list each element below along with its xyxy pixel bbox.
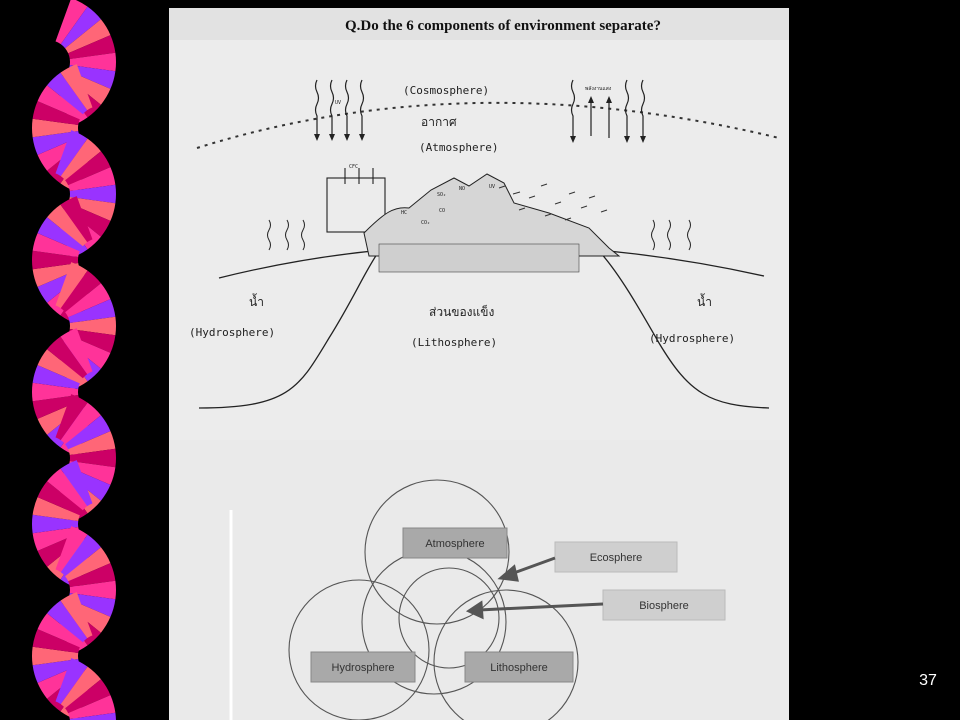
hydrosphere-box-label: Hydrosphere (331, 662, 395, 674)
solid-thai-label: ส่วนของแข็ง (429, 305, 495, 319)
co2-label: CO₂ (421, 220, 431, 226)
lithosphere-box (465, 652, 573, 682)
hydrosphere-left-label: (Hydrosphere) (189, 326, 276, 339)
hydrosphere-box (311, 652, 415, 682)
hc-label: HC (401, 210, 408, 216)
atmosphere-box-label: Atmosphere (425, 538, 485, 550)
so2-label: SO₂ (437, 192, 447, 198)
diagram-title: Q.Do the 6 components of environment separate? (345, 18, 661, 34)
biosphere-box (603, 590, 725, 620)
co-label: CO (439, 208, 446, 214)
soil-layer (379, 244, 579, 272)
decorative-ribbon (0, 0, 140, 720)
uv-label: UV (335, 100, 342, 106)
lithosphere-box-label: Lithosphere (490, 662, 548, 674)
water-thai-right: น้ำ (697, 295, 712, 309)
lithosphere-label: (Lithosphere) (411, 336, 498, 349)
environment-cross-section-diagram (169, 8, 789, 440)
biosphere-box-label: Biosphere (639, 600, 689, 612)
atmosphere-thai-label: อากาศ (421, 115, 457, 129)
ecosphere-box (555, 542, 677, 572)
solar-energy-label: พลังงานแสง (585, 86, 612, 92)
water-thai-left: น้ำ (249, 295, 264, 309)
slide-page-number: 37 (919, 672, 937, 689)
cfc-label: CFC (349, 164, 359, 170)
cosmosphere-label: (Cosmosphere) (403, 84, 490, 97)
atmosphere-box (403, 528, 507, 558)
spheres-venn-diagram (169, 440, 789, 720)
ecosphere-box-label: Ecosphere (589, 552, 643, 564)
hydrosphere-right-label: (Hydrosphere) (649, 332, 736, 345)
uv-small-label: UV (489, 184, 496, 190)
no-label: NO (459, 186, 466, 192)
atmosphere-label: (Atmosphere) (419, 141, 499, 154)
